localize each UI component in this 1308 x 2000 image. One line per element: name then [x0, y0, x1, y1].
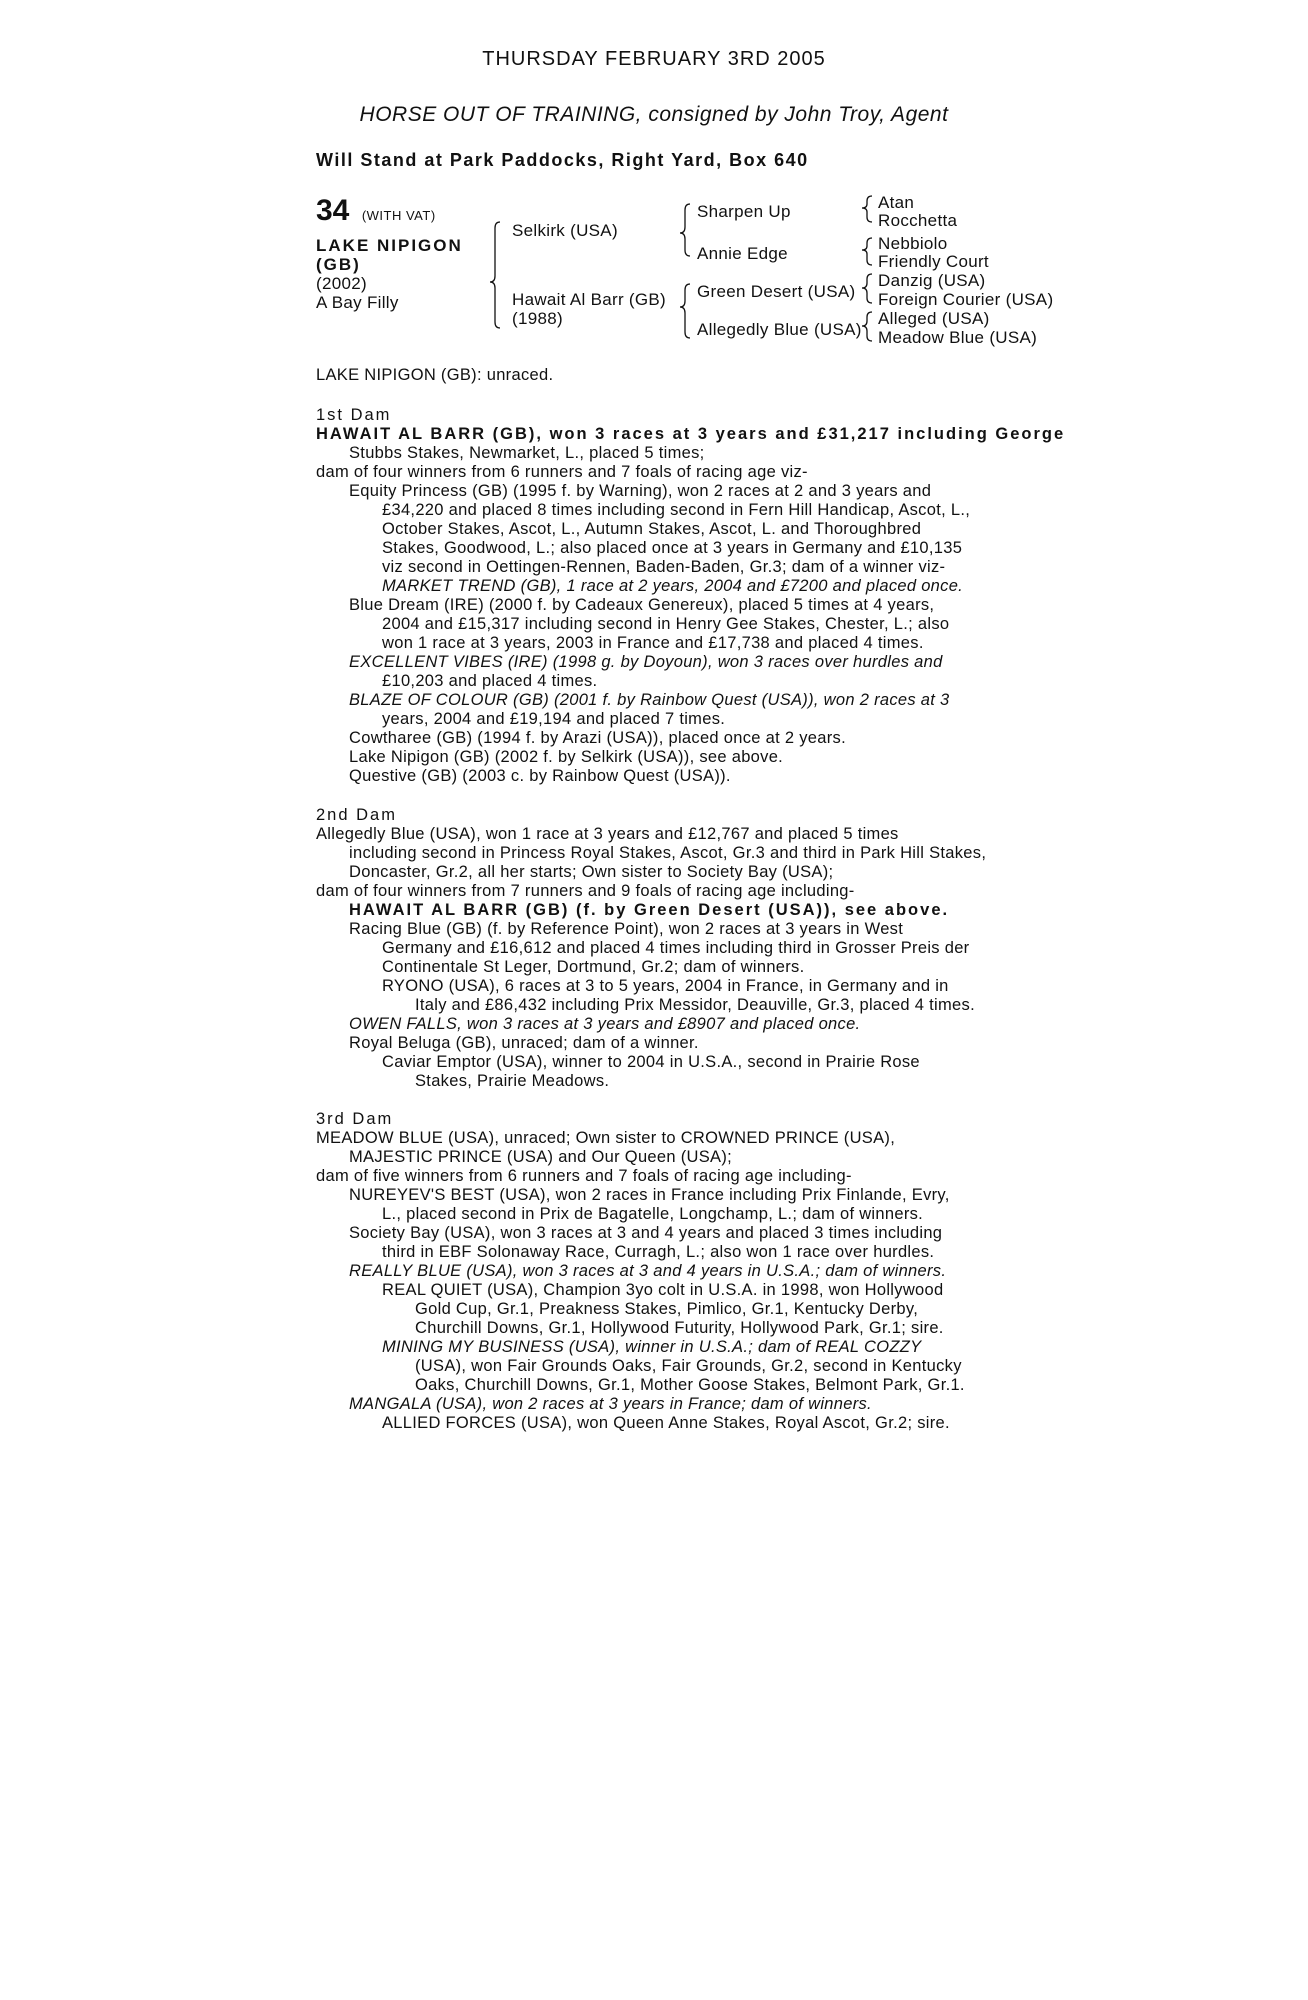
bracket-ggp-4: [862, 312, 872, 341]
pedigree-ggp: Nebbiolo: [878, 234, 948, 253]
text-line: viz second in Oettingen-Rennen, Baden-Baden, Gr.3; dam of a winner viz-: [382, 558, 946, 576]
text-line: BLAZE OF COLOUR (GB) (2001 f. by Rainbow Quest (USA)), won 2 races at 3: [349, 691, 950, 709]
text-line: L., placed second in Prix de Bagatelle, Longchamp, L.; dam of winners.: [382, 1205, 924, 1223]
text-line: Italy and £86,432 including Prix Messidor, Deauville, Gr.3, placed 4 times.: [415, 996, 975, 1014]
text-line: Questive (GB) (2003 c. by Rainbow Quest (USA)).: [349, 767, 731, 785]
first-dam-section: [316, 406, 1066, 786]
text-line: Germany and £16,612 and placed 4 times including third in Grosser Preis der: [382, 939, 970, 957]
text-line: RYONO (USA), 6 races at 3 to 5 years, 2004 in France, in Germany and in: [382, 977, 949, 995]
race-record: LAKE NIPIGON (GB): unraced.: [316, 366, 554, 384]
third-dam-heading: 3rd Dam: [316, 1110, 394, 1128]
consignment-title: HORSE OUT OF TRAINING, consigned by John Troy, Agent: [359, 103, 949, 126]
pedigree-dam-year: (1988): [512, 309, 563, 328]
pedigree-ggp: Atan: [878, 193, 915, 212]
horse-country: (GB): [316, 255, 361, 274]
text-line: including second in Princess Royal Stakes, Ascot, Gr.3 and third in Park Hill Stakes,: [349, 844, 987, 862]
text-line: dam of four winners from 6 runners and 7 foals of racing age viz-: [316, 463, 808, 481]
pedigree-sire-dam: Annie Edge: [697, 244, 788, 263]
text-line: REAL QUIET (USA), Champion 3yo colt in U.S.A. in 1998, won Hollywood: [382, 1281, 944, 1299]
second-dam-heading: 2nd Dam: [316, 806, 397, 824]
text-line: dam of five winners from 6 runners and 7 foals of racing age including-: [316, 1167, 852, 1185]
text-line: MEADOW BLUE (USA), unraced; Own sister to CROWNED PRINCE (USA),: [316, 1129, 896, 1147]
text-line: HAWAIT AL BARR (GB) (f. by Green Desert (USA)), see above.: [349, 901, 950, 919]
pedigree-ggp: Danzig (USA): [878, 271, 986, 290]
pedigree-ggp: Foreign Courier (USA): [878, 290, 1054, 309]
bracket-parents: [490, 222, 500, 328]
text-line: (USA), won Fair Grounds Oaks, Fair Grounds, Gr.2, second in Kentucky: [415, 1357, 962, 1375]
text-line: Society Bay (USA), won 3 races at 3 and 4 years and placed 3 times including: [349, 1224, 943, 1242]
text-line: Continentale St Leger, Dortmund, Gr.2; dam of winners.: [382, 958, 805, 976]
pedigree-ggp: Meadow Blue (USA): [878, 328, 1038, 347]
text-line: Churchill Downs, Gr.1, Hollywood Futurity, Hollywood Park, Gr.1; sire.: [415, 1319, 944, 1337]
text-line: Doncaster, Gr.2, all her starts; Own sister to Society Bay (USA);: [349, 863, 834, 881]
text-line: won 1 race at 3 years, 2003 in France and £17,738 and placed 4 times.: [382, 634, 924, 652]
text-line: Stakes, Prairie Meadows.: [415, 1072, 610, 1090]
race-record-section: [316, 366, 996, 385]
lot-number: 34: [316, 194, 350, 227]
text-line: third in EBF Solonaway Race, Curragh, L.; also won 1 race over hurdles.: [382, 1243, 935, 1261]
text-line: MINING MY BUSINESS (USA), winner in U.S.A.; dam of REAL COZZY: [382, 1338, 922, 1356]
bracket-ggp-3: [862, 274, 872, 303]
pedigree-sire-sire: Sharpen Up: [697, 202, 791, 221]
text-line: dam of four winners from 7 runners and 9 foals of racing age including-: [316, 882, 855, 900]
text-line: HAWAIT AL BARR (GB), won 3 races at 3 years and £31,217 including George: [316, 425, 1066, 443]
text-line: £10,203 and placed 4 times.: [382, 672, 598, 690]
text-line: MARKET TREND (GB), 1 race at 2 years, 2004 and £7200 and placed once.: [382, 577, 964, 595]
text-line: £34,220 and placed 8 times including second in Fern Hill Handicap, Ascot, L.,: [382, 501, 971, 519]
pedigree-ggp: Alleged (USA): [878, 309, 990, 328]
text-line: 2004 and £15,317 including second in Henry Gee Stakes, Chester, L.; also: [382, 615, 950, 633]
pedigree-brackets: [0, 0, 1308, 400]
text-line: Racing Blue (GB) (f. by Reference Point), won 2 races at 3 years in West: [349, 920, 904, 938]
text-line: Equity Princess (GB) (1995 f. by Warning), won 2 races at 2 and 3 years and: [349, 482, 932, 500]
bracket-ggp-1: [862, 196, 872, 222]
pedigree-dam: Hawait Al Barr (GB): [512, 290, 667, 309]
text-line: NUREYEV'S BEST (USA), won 2 races in France including Prix Finlande, Evry,: [349, 1186, 950, 1204]
text-line: REALLY BLUE (USA), won 3 races at 3 and 4 years in U.S.A.; dam of winners.: [349, 1262, 947, 1280]
text-line: Royal Beluga (GB), unraced; dam of a winner.: [349, 1034, 699, 1052]
first-dam-heading: 1st Dam: [316, 406, 392, 424]
second-dam-section: [316, 806, 996, 1091]
text-line: Caviar Emptor (USA), winner to 2004 in U.S.A., second in Prairie Rose: [382, 1053, 920, 1071]
horse-year: (2002): [316, 274, 367, 293]
text-line: October Stakes, Ascot, L., Autumn Stakes, Ascot, L. and Thoroughbred: [382, 520, 922, 538]
text-line: years, 2004 and £19,194 and placed 7 times.: [382, 710, 726, 728]
horse-name: LAKE NIPIGON: [316, 236, 463, 255]
text-line: Allegedly Blue (USA), won 1 race at 3 years and £12,767 and placed 5 times: [316, 825, 899, 843]
text-line: Oaks, Churchill Downs, Gr.1, Mother Goose Stakes, Belmont Park, Gr.1.: [415, 1376, 965, 1394]
bracket-dam: [680, 284, 690, 338]
text-line: EXCELLENT VIBES (IRE) (1998 g. by Doyoun), won 3 races over hurdles and: [349, 653, 943, 671]
horse-description: A Bay Filly: [316, 293, 399, 312]
text-line: Lake Nipigon (GB) (2002 f. by Selkirk (USA)), see above.: [349, 748, 784, 766]
text-line: MANGALA (USA), won 2 races at 3 years in France; dam of winners.: [349, 1395, 872, 1413]
pedigree-ggp: Friendly Court: [878, 252, 989, 271]
text-line: Stubbs Stakes, Newmarket, L., placed 5 times;: [349, 444, 705, 462]
lot-vat: (WITH VAT): [361, 208, 436, 223]
text-line: Cowtharee (GB) (1994 f. by Arazi (USA)), placed once at 2 years.: [349, 729, 846, 747]
pedigree-ggp: Rocchetta: [878, 211, 958, 230]
text-line: Gold Cup, Gr.1, Preakness Stakes, Pimlico, Gr.1, Kentucky Derby,: [415, 1300, 919, 1318]
text-line: OWEN FALLS, won 3 races at 3 years and £8907 and placed once.: [349, 1015, 861, 1033]
text-line: ALLIED FORCES (USA), won Queen Anne Stakes, Royal Ascot, Gr.2; sire.: [382, 1414, 950, 1432]
bracket-sire: [680, 204, 690, 256]
stand-location: Will Stand at Park Paddocks, Right Yard, Box 640: [316, 150, 809, 170]
third-dam-section: [316, 1110, 996, 1433]
sale-date: THURSDAY FEBRUARY 3RD 2005: [482, 48, 826, 70]
text-line: Blue Dream (IRE) (2000 f. by Cadeaux Genereux), placed 5 times at 4 years,: [349, 596, 935, 614]
text-line: MAJESTIC PRINCE (USA) and Our Queen (USA);: [349, 1148, 733, 1166]
pedigree-dam-sire: Green Desert (USA): [697, 282, 856, 301]
pedigree-dam-dam: Allegedly Blue (USA): [697, 320, 862, 339]
text-line: Stakes, Goodwood, L.; also placed once at 3 years in Germany and £10,135: [382, 539, 963, 557]
bracket-ggp-2: [862, 238, 872, 265]
pedigree-sire: Selkirk (USA): [512, 221, 618, 240]
